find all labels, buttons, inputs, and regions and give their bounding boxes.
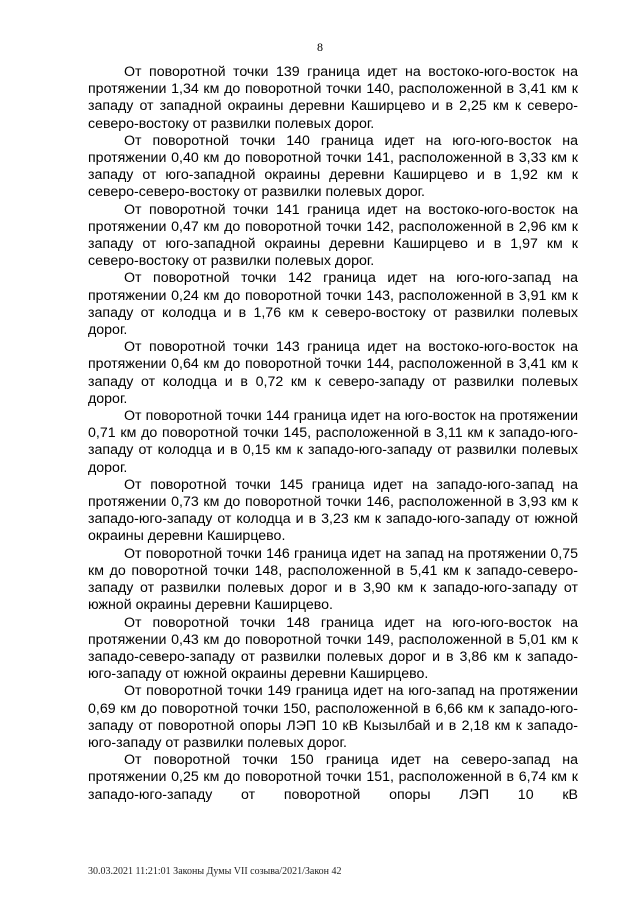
paragraph: От поворотной точки 140 граница идет на юго-юго-восток на протяжении 0,40 км до поворотной точки 141, расположенной в 3,33 км к западу от юго-западной окраины деревни Каширцево и в 1,92 км к северо-северо-востоку от развилки полевых дорог. bbox=[88, 132, 578, 201]
paragraph-last: От поворотной точки 150 граница идет на северо-запад на протяжении 0,25 км до поворотной точки 151, расположенной в 6,74 км к западо-юго-западу от поворотной опоры ЛЭП 10 кВ bbox=[88, 752, 578, 803]
paragraph: От поворотной точки 148 граница идет на юго-юго-восток на протяжении 0,43 км до поворотной точки 149, расположенной в 5,01 км к западо-северо-западу от развилки полевых дорог и в 3,86 км к западо-юго-западу от южной окраины деревни Каширцево. bbox=[88, 614, 578, 683]
document-footer: 30.03.2021 11:21:01 Законы Думы VII созыва/2021/Закон 42 bbox=[88, 866, 342, 877]
paragraph: От поворотной точки 149 граница идет на юго-запад на протяжении 0,69 км до поворотной точки 150, расположенной в 6,66 км к западо-юго-западу от поворотной опоры ЛЭП 10 кВ Кызылбай и в 2,18 км к западо-юго-западу от развилки полевых дорог. bbox=[88, 683, 578, 751]
paragraph: От поворотной точки 139 граница идет на востоко-юго-восток на протяжении 1,34 км до поворотной точки 140, расположенной в 3,41 км к западу от западной окраины деревни Каширцево и в 2,25 км к северо-северо-востоку от развилки полевых дорог. bbox=[88, 64, 578, 132]
document-body bbox=[88, 64, 578, 804]
paragraph: От поворотной точки 146 граница идет на запад на протяжении 0,75 км до поворотной точки 148, расположенной в 5,41 км к западо-северо-западу от развилки полевых дорог и в 3,90 км к западо-юго-западу от южной окраины деревни Каширцево. bbox=[88, 545, 578, 614]
page-number: 8 bbox=[317, 40, 323, 54]
paragraph: От поворотной точки 142 граница идет на юго-юго-запад на протяжении 0,24 км до поворотной точки 143, расположенной в 3,91 км к западу от колодца и в 1,76 км к северо-востоку от развилки полевых дорог. bbox=[88, 270, 578, 339]
paragraph: От поворотной точки 144 граница идет на юго-восток на протяжении 0,71 км до поворотной точки 145, расположенной в 3,11 км к западо-юго-западу от колодца и в 0,15 км к западо-юго-западу от развилки полевых дорог. bbox=[88, 408, 578, 476]
paragraph: От поворотной точки 145 граница идет на западо-юго-запад на протяжении 0,73 км до поворотной точки 146, расположенной в 3,93 км к западо-юго-западу от колодца и в 3,23 км к западо-юго-западу от южной окраины деревни Каширцево. bbox=[88, 476, 578, 545]
paragraph: От поворотной точки 141 граница идет на востоко-юго-восток на протяжении 0,47 км до поворотной точки 142, расположенной в 2,96 км к западу от юго-западной окраины деревни Каширцево и в 1,97 км к северо-востоку от развилки полевых дорог. bbox=[88, 201, 578, 270]
paragraph: От поворотной точки 143 граница идет на востоко-юго-восток на протяжении 0,64 км до поворотной точки 144, расположенной в 3,41 км к западу от колодца и в 0,72 км к северо-западу от развилки полевых дорог. bbox=[88, 339, 578, 407]
